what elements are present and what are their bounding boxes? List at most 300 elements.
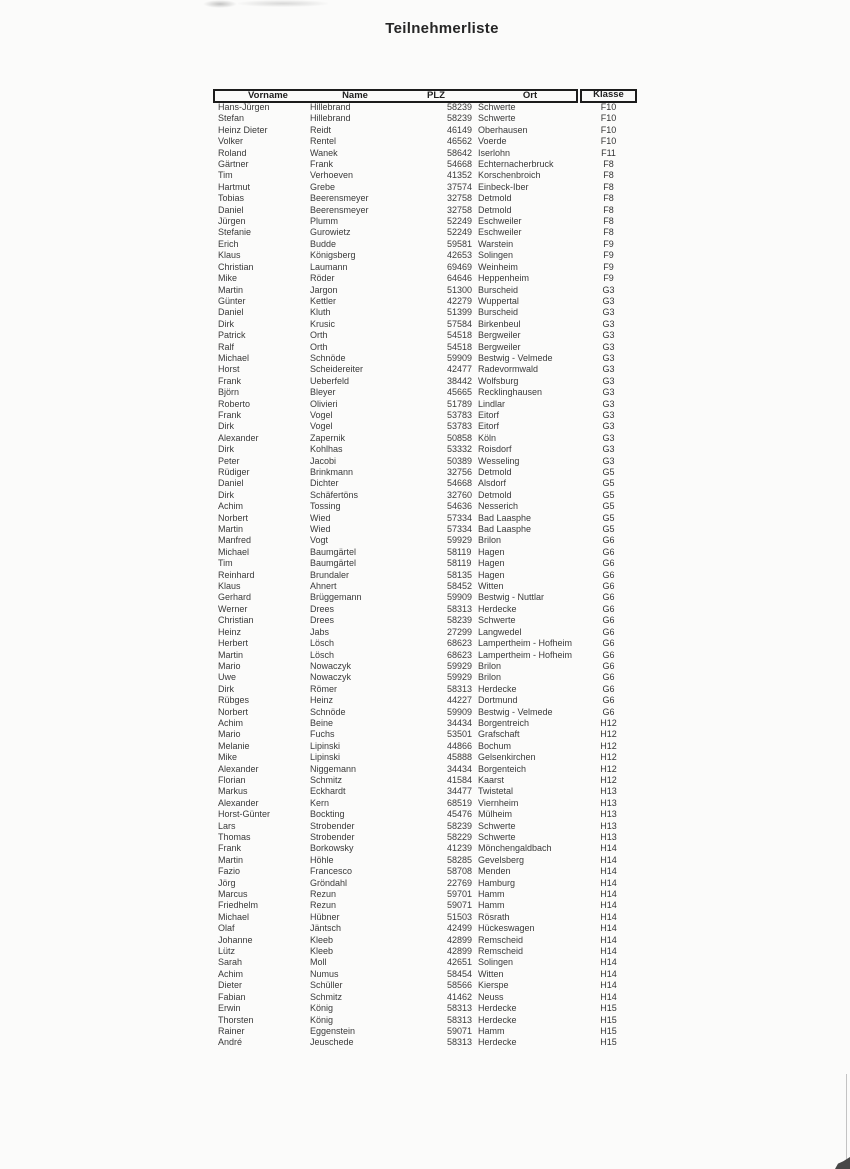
cell-ort: Detmold bbox=[478, 489, 512, 500]
cell-vorname: Achim bbox=[218, 968, 244, 979]
table-row bbox=[0, 889, 850, 900]
cell-plz: 37574 bbox=[447, 181, 473, 192]
cell-vorname: Peter bbox=[218, 455, 240, 466]
table-row bbox=[0, 946, 850, 957]
cell-vorname: Reinhard bbox=[218, 569, 255, 580]
cell-ort: Bad Laasphe bbox=[478, 512, 532, 523]
cell-ort: Eitorf bbox=[478, 421, 500, 432]
cell-klasse: F10 bbox=[600, 124, 617, 135]
cell-name: Zapernik bbox=[310, 432, 346, 443]
cell-vorname: Markus bbox=[218, 786, 248, 797]
cell-vorname: Michael bbox=[218, 352, 250, 363]
cell-plz: 58229 bbox=[447, 832, 473, 842]
cell-name: Brinkmann bbox=[310, 467, 354, 477]
cell-ort: Korschenbroich bbox=[478, 170, 541, 181]
cell-vorname: Jürgen bbox=[218, 216, 246, 227]
table-row bbox=[0, 456, 850, 467]
cell-plz: 68623 bbox=[447, 638, 473, 649]
table-row bbox=[0, 421, 850, 432]
table-row bbox=[0, 923, 850, 934]
table-row bbox=[0, 1003, 850, 1014]
cell-ort: Burscheid bbox=[478, 284, 519, 295]
cell-klasse: H14 bbox=[600, 900, 617, 911]
cell-name: Grebe bbox=[310, 181, 336, 192]
cell-name: Tossing bbox=[310, 501, 341, 512]
cell-vorname: Thomas bbox=[218, 832, 251, 842]
cell-ort: Bergweiler bbox=[478, 330, 521, 341]
table-row bbox=[0, 866, 850, 877]
table-row bbox=[0, 684, 850, 695]
cell-plz: 57584 bbox=[447, 318, 473, 329]
cell-klasse: H12 bbox=[600, 740, 617, 751]
cell-plz: 46149 bbox=[447, 124, 473, 135]
cell-plz: 34477 bbox=[447, 786, 473, 797]
cell-klasse: G6 bbox=[602, 603, 615, 614]
cell-plz: 58708 bbox=[447, 866, 473, 877]
table-row bbox=[0, 798, 850, 809]
cell-name: Ueberfeld bbox=[310, 375, 350, 386]
cell-ort: Roisdorf bbox=[478, 444, 512, 455]
cell-ort: Schwerte bbox=[478, 113, 516, 124]
cell-name: Krusic bbox=[310, 318, 336, 329]
cell-klasse: H15 bbox=[600, 1003, 617, 1014]
cell-name: Beerensmeyer bbox=[310, 204, 369, 215]
table-row bbox=[0, 262, 850, 273]
cell-ort: Lampertheim - Hofheim bbox=[478, 638, 573, 649]
table-row bbox=[0, 239, 850, 250]
table-row bbox=[0, 581, 850, 592]
cell-name: Lösch bbox=[310, 638, 335, 649]
cell-klasse: F10 bbox=[600, 136, 617, 147]
table-row bbox=[0, 821, 850, 832]
cell-klasse: G3 bbox=[602, 387, 615, 398]
cell-name: Gurowietz bbox=[310, 227, 351, 238]
cell-vorname: Roberto bbox=[218, 398, 251, 409]
table-row bbox=[0, 159, 850, 170]
table-row bbox=[0, 1037, 850, 1048]
cell-klasse: G3 bbox=[602, 421, 615, 432]
cell-vorname: Christian bbox=[218, 615, 254, 626]
cell-name: Wied bbox=[310, 524, 331, 535]
cell-name: Beerensmeyer bbox=[310, 193, 369, 204]
cell-plz: 58239 bbox=[447, 113, 473, 124]
table-row bbox=[0, 136, 850, 147]
cell-plz: 42651 bbox=[447, 957, 473, 968]
cell-klasse: H14 bbox=[600, 923, 617, 934]
table-row bbox=[0, 695, 850, 706]
cell-name: Strobender bbox=[310, 832, 355, 842]
cell-vorname: Jörg bbox=[218, 877, 236, 888]
cell-klasse: G3 bbox=[602, 455, 615, 466]
column-header-plz: PLZ bbox=[427, 90, 445, 101]
cell-name: Kern bbox=[310, 797, 330, 808]
cell-vorname: Florian bbox=[218, 774, 246, 785]
cell-name: Baumgärtel bbox=[310, 558, 357, 569]
cell-ort: Twistetal bbox=[478, 786, 514, 797]
cell-name: Schmitz bbox=[310, 774, 343, 785]
cell-vorname: Gerhard bbox=[218, 592, 252, 603]
cell-ort: Brilon bbox=[478, 660, 502, 671]
cell-ort: Brilon bbox=[478, 672, 502, 683]
cell-vorname: Heinz Dieter bbox=[218, 124, 268, 135]
cell-vorname: Daniel bbox=[218, 307, 244, 318]
cell-ort: Bergweiler bbox=[478, 341, 521, 352]
table-row bbox=[0, 524, 850, 535]
cell-vorname: Patrick bbox=[218, 330, 246, 341]
cell-klasse: F8 bbox=[603, 227, 614, 238]
cell-name: Fuchs bbox=[310, 729, 335, 740]
cell-name: Jacobi bbox=[310, 455, 337, 466]
table-row bbox=[0, 205, 850, 216]
cell-ort: Nesserich bbox=[478, 501, 519, 512]
cell-klasse: H14 bbox=[600, 946, 617, 957]
cell-klasse: G5 bbox=[602, 524, 615, 535]
cell-klasse: G6 bbox=[602, 615, 615, 626]
cell-ort: Herdecke bbox=[478, 603, 517, 614]
cell-klasse: H14 bbox=[600, 877, 617, 888]
cell-plz: 51789 bbox=[447, 398, 473, 409]
cell-plz: 58454 bbox=[447, 968, 473, 979]
cell-klasse: F9 bbox=[603, 261, 614, 272]
cell-vorname: Dirk bbox=[218, 318, 234, 329]
cell-plz: 53501 bbox=[447, 729, 473, 740]
cell-plz: 58239 bbox=[447, 820, 473, 831]
cell-klasse: H14 bbox=[600, 957, 617, 968]
table-row bbox=[0, 718, 850, 729]
cell-vorname: Thorsten bbox=[218, 1014, 254, 1025]
cell-klasse: H14 bbox=[600, 991, 617, 1002]
cell-ort: Wolfsburg bbox=[478, 375, 519, 386]
cell-vorname: Martin bbox=[218, 284, 244, 295]
table-row bbox=[0, 433, 850, 444]
cell-ort: Oberhausen bbox=[478, 124, 528, 135]
cell-plz: 51300 bbox=[447, 284, 473, 295]
cell-vorname: Tim bbox=[218, 558, 233, 569]
cell-klasse: G6 bbox=[602, 626, 615, 637]
cell-vorname: Gärtner bbox=[218, 159, 249, 170]
table-row bbox=[0, 957, 850, 968]
table-row bbox=[0, 285, 850, 296]
cell-ort: Hückeswagen bbox=[478, 923, 535, 934]
cell-ort: Gelsenkirchen bbox=[478, 752, 536, 763]
cell-ort: Witten bbox=[478, 968, 504, 979]
cell-vorname: Martin bbox=[218, 649, 244, 660]
cell-plz: 57334 bbox=[447, 524, 473, 535]
cell-ort: Menden bbox=[478, 866, 511, 877]
cell-klasse: H13 bbox=[600, 820, 617, 831]
cell-name: Gröndahl bbox=[310, 877, 348, 888]
cell-ort: Eitorf bbox=[478, 409, 500, 420]
cell-plz: 58239 bbox=[447, 615, 473, 626]
cell-vorname: Horst-Günter bbox=[218, 809, 271, 820]
column-header-ort: Ort bbox=[522, 90, 538, 101]
cell-plz: 42899 bbox=[447, 946, 473, 957]
cell-name: Wanek bbox=[310, 147, 338, 158]
column-header-klasse: Klasse bbox=[593, 89, 624, 100]
cell-vorname: Uwe bbox=[218, 672, 237, 683]
cell-klasse: G6 bbox=[602, 581, 615, 592]
cell-plz: 41584 bbox=[447, 774, 473, 785]
cell-ort: Schwerte bbox=[478, 832, 516, 842]
cell-ort: Köln bbox=[478, 432, 497, 443]
cell-plz: 59071 bbox=[447, 900, 473, 911]
cell-klasse: G3 bbox=[602, 318, 615, 329]
cell-vorname: Melanie bbox=[218, 740, 250, 751]
cell-ort: Eschweiler bbox=[478, 216, 522, 227]
cell-ort: Herdecke bbox=[478, 1037, 517, 1048]
cell-klasse: H14 bbox=[600, 889, 617, 900]
cell-plz: 50389 bbox=[447, 455, 473, 466]
table-row bbox=[0, 592, 850, 603]
table-row bbox=[0, 307, 850, 318]
cell-klasse: G6 bbox=[602, 535, 615, 546]
cell-ort: Detmold bbox=[478, 467, 512, 477]
cell-ort: Solingen bbox=[478, 250, 514, 261]
cell-name: Nowaczyk bbox=[310, 660, 352, 671]
cell-vorname: Alexander bbox=[218, 763, 259, 774]
cell-ort: Remscheid bbox=[478, 934, 524, 945]
cell-plz: 41239 bbox=[447, 843, 473, 854]
table-row bbox=[0, 650, 850, 661]
table-row bbox=[0, 467, 850, 478]
table-row bbox=[0, 615, 850, 626]
cell-vorname: Daniel bbox=[218, 204, 244, 215]
cell-klasse: F10 bbox=[600, 102, 617, 112]
cell-plz: 54518 bbox=[447, 330, 473, 341]
cell-klasse: G3 bbox=[602, 432, 615, 443]
cell-klasse: H12 bbox=[600, 774, 617, 785]
cell-klasse: F8 bbox=[603, 193, 614, 204]
cell-vorname: Günter bbox=[218, 295, 246, 306]
cell-ort: Iserlohn bbox=[478, 147, 511, 158]
cell-ort: Viernheim bbox=[478, 797, 519, 808]
cell-vorname: Rainer bbox=[218, 1025, 245, 1036]
cell-klasse: H14 bbox=[600, 980, 617, 991]
table-row bbox=[0, 478, 850, 489]
cell-plz: 53783 bbox=[447, 421, 473, 432]
table-row bbox=[0, 741, 850, 752]
cell-vorname: Christian bbox=[218, 261, 254, 272]
cell-vorname: Werner bbox=[218, 603, 248, 614]
cell-klasse: H14 bbox=[600, 968, 617, 979]
table-row bbox=[0, 193, 850, 204]
table-row bbox=[0, 627, 850, 638]
cell-plz: 42653 bbox=[447, 250, 473, 261]
cell-name: Beine bbox=[310, 717, 334, 728]
cell-plz: 42499 bbox=[447, 923, 473, 934]
page-title: Teilnehmerliste bbox=[385, 20, 499, 37]
cell-name: König bbox=[310, 1003, 334, 1014]
cell-ort: Detmold bbox=[478, 193, 512, 204]
cell-plz: 59929 bbox=[447, 672, 473, 683]
cell-plz: 22769 bbox=[447, 877, 473, 888]
cell-name: Vogt bbox=[310, 535, 329, 546]
scan-smudge-artifact bbox=[203, 0, 237, 8]
scan-edge-line-artifact bbox=[846, 1074, 847, 1169]
cell-ort: Mönchengaldbach bbox=[478, 843, 552, 854]
cell-plz: 54518 bbox=[447, 341, 473, 352]
cell-plz: 58313 bbox=[447, 1003, 473, 1014]
cell-name: Francesco bbox=[310, 866, 353, 877]
cell-ort: Einbeck-Iber bbox=[478, 181, 529, 192]
cell-plz: 58313 bbox=[447, 1037, 473, 1048]
cell-plz: 45665 bbox=[447, 387, 473, 398]
cell-ort: Weinheim bbox=[478, 261, 518, 272]
table-row bbox=[0, 170, 850, 181]
cell-plz: 52249 bbox=[447, 227, 473, 238]
cell-klasse: G6 bbox=[602, 546, 615, 557]
cell-klasse: G3 bbox=[602, 295, 615, 306]
cell-name: Schmitz bbox=[310, 991, 343, 1002]
cell-vorname: Hartmut bbox=[218, 181, 251, 192]
cell-vorname: Volker bbox=[218, 136, 244, 147]
cell-vorname: Johanne bbox=[218, 934, 253, 945]
cell-name: Wied bbox=[310, 512, 331, 523]
cell-vorname: Klaus bbox=[218, 250, 241, 261]
cell-ort: Kierspe bbox=[478, 980, 509, 991]
table-row bbox=[0, 707, 850, 718]
cell-ort: Borgenteich bbox=[478, 763, 527, 774]
cell-name: Lösch bbox=[310, 649, 335, 660]
cell-plz: 58642 bbox=[447, 147, 473, 158]
cell-ort: Neuss bbox=[478, 991, 504, 1002]
cell-ort: Schwerte bbox=[478, 102, 516, 112]
cell-plz: 58313 bbox=[447, 683, 473, 694]
cell-vorname: Heinz bbox=[218, 626, 242, 637]
cell-vorname: Horst bbox=[218, 364, 240, 375]
table-row bbox=[0, 182, 850, 193]
cell-klasse: H14 bbox=[600, 866, 617, 877]
cell-klasse: G5 bbox=[602, 489, 615, 500]
cell-klasse: G5 bbox=[602, 467, 615, 477]
cell-plz: 59701 bbox=[447, 889, 473, 900]
cell-ort: Gevelsberg bbox=[478, 854, 525, 865]
cell-plz: 54668 bbox=[447, 159, 473, 170]
column-header-name: Name bbox=[342, 90, 368, 101]
cell-name: Niggemann bbox=[310, 763, 357, 774]
cell-klasse: H14 bbox=[600, 934, 617, 945]
cell-ort: Hagen bbox=[478, 569, 505, 580]
table-row bbox=[0, 387, 850, 398]
cell-vorname: Achim bbox=[218, 501, 244, 512]
cell-ort: Bestwig - Nuttlar bbox=[478, 592, 545, 603]
table-row bbox=[0, 672, 850, 683]
cell-ort: Voerde bbox=[478, 136, 507, 147]
cell-vorname: Lars bbox=[218, 820, 236, 831]
cell-vorname: Achim bbox=[218, 717, 244, 728]
cell-name: Rentel bbox=[310, 136, 337, 147]
cell-name: Röder bbox=[310, 273, 335, 284]
cell-plz: 59909 bbox=[447, 706, 473, 717]
cell-plz: 57334 bbox=[447, 512, 473, 523]
cell-plz: 53783 bbox=[447, 409, 473, 420]
cell-name: Brundaler bbox=[310, 569, 350, 580]
table-header bbox=[0, 89, 850, 103]
cell-ort: Schwerte bbox=[478, 615, 516, 626]
cell-ort: Lindlar bbox=[478, 398, 506, 409]
table-row bbox=[0, 855, 850, 866]
table-row bbox=[0, 353, 850, 364]
cell-ort: Mülheim bbox=[478, 809, 513, 820]
cell-name: Ahnert bbox=[310, 581, 337, 592]
cell-ort: Hagen bbox=[478, 558, 505, 569]
cell-plz: 34434 bbox=[447, 717, 473, 728]
cell-name: Kettler bbox=[310, 295, 337, 306]
cell-ort: Detmold bbox=[478, 204, 512, 215]
cell-ort: Radevormwald bbox=[478, 364, 539, 375]
cell-vorname: Hans-Jürgen bbox=[218, 102, 270, 112]
table-row bbox=[0, 410, 850, 421]
cell-ort: Recklinghausen bbox=[478, 387, 543, 398]
cell-klasse: H14 bbox=[600, 843, 617, 854]
cell-ort: Bestwig - Velmede bbox=[478, 706, 553, 717]
cell-ort: Bad Laasphe bbox=[478, 524, 532, 535]
table-row bbox=[0, 570, 850, 581]
cell-name: Olivieri bbox=[310, 398, 338, 409]
cell-plz: 59929 bbox=[447, 535, 473, 546]
cell-ort: Hamm bbox=[478, 900, 505, 911]
table-row bbox=[0, 604, 850, 615]
cell-klasse: G5 bbox=[602, 512, 615, 523]
cell-name: Lipinski bbox=[310, 740, 341, 751]
cell-klasse: H13 bbox=[600, 786, 617, 797]
table-row bbox=[0, 935, 850, 946]
cell-klasse: H15 bbox=[600, 1025, 617, 1036]
cell-name: Borkowsky bbox=[310, 843, 354, 854]
cell-klasse: G3 bbox=[602, 284, 615, 295]
cell-name: Rezun bbox=[310, 889, 337, 900]
cell-klasse: F9 bbox=[603, 238, 614, 249]
cell-plz: 32760 bbox=[447, 489, 473, 500]
cell-name: Orth bbox=[310, 330, 328, 341]
cell-name: Kleeb bbox=[310, 934, 334, 945]
cell-plz: 52249 bbox=[447, 216, 473, 227]
cell-name: Vogel bbox=[310, 421, 333, 432]
cell-name: Jäntsch bbox=[310, 923, 342, 934]
table-row bbox=[0, 319, 850, 330]
cell-ort: Borgentreich bbox=[478, 717, 530, 728]
cell-vorname: Mario bbox=[218, 660, 241, 671]
cell-ort: Hamm bbox=[478, 889, 505, 900]
cell-vorname: Lütz bbox=[218, 946, 236, 957]
cell-klasse: G5 bbox=[602, 478, 615, 489]
cell-vorname: Ralf bbox=[218, 341, 235, 352]
cell-name: Moll bbox=[310, 957, 327, 968]
cell-name: Verhoeven bbox=[310, 170, 354, 181]
cell-vorname: Martin bbox=[218, 524, 244, 535]
cell-vorname: Michael bbox=[218, 911, 250, 922]
cell-vorname: Stefanie bbox=[218, 227, 252, 238]
cell-plz: 32758 bbox=[447, 204, 473, 215]
cell-name: Jargon bbox=[310, 284, 338, 295]
cell-ort: Wuppertal bbox=[478, 295, 519, 306]
cell-name: Bockting bbox=[310, 809, 345, 820]
cell-name: König bbox=[310, 1014, 334, 1025]
cell-klasse: F8 bbox=[603, 204, 614, 215]
table-row bbox=[0, 102, 850, 113]
scan-corner-mark-artifact bbox=[835, 1157, 850, 1169]
cell-vorname: André bbox=[218, 1037, 243, 1048]
cell-plz: 58566 bbox=[447, 980, 473, 991]
table-row bbox=[0, 729, 850, 740]
cell-klasse: G6 bbox=[602, 558, 615, 569]
table-row bbox=[0, 330, 850, 341]
cell-plz: 51399 bbox=[447, 307, 473, 318]
cell-plz: 58239 bbox=[447, 102, 473, 112]
cell-klasse: H12 bbox=[600, 752, 617, 763]
cell-name: Vogel bbox=[310, 409, 333, 420]
cell-plz: 42477 bbox=[447, 364, 473, 375]
